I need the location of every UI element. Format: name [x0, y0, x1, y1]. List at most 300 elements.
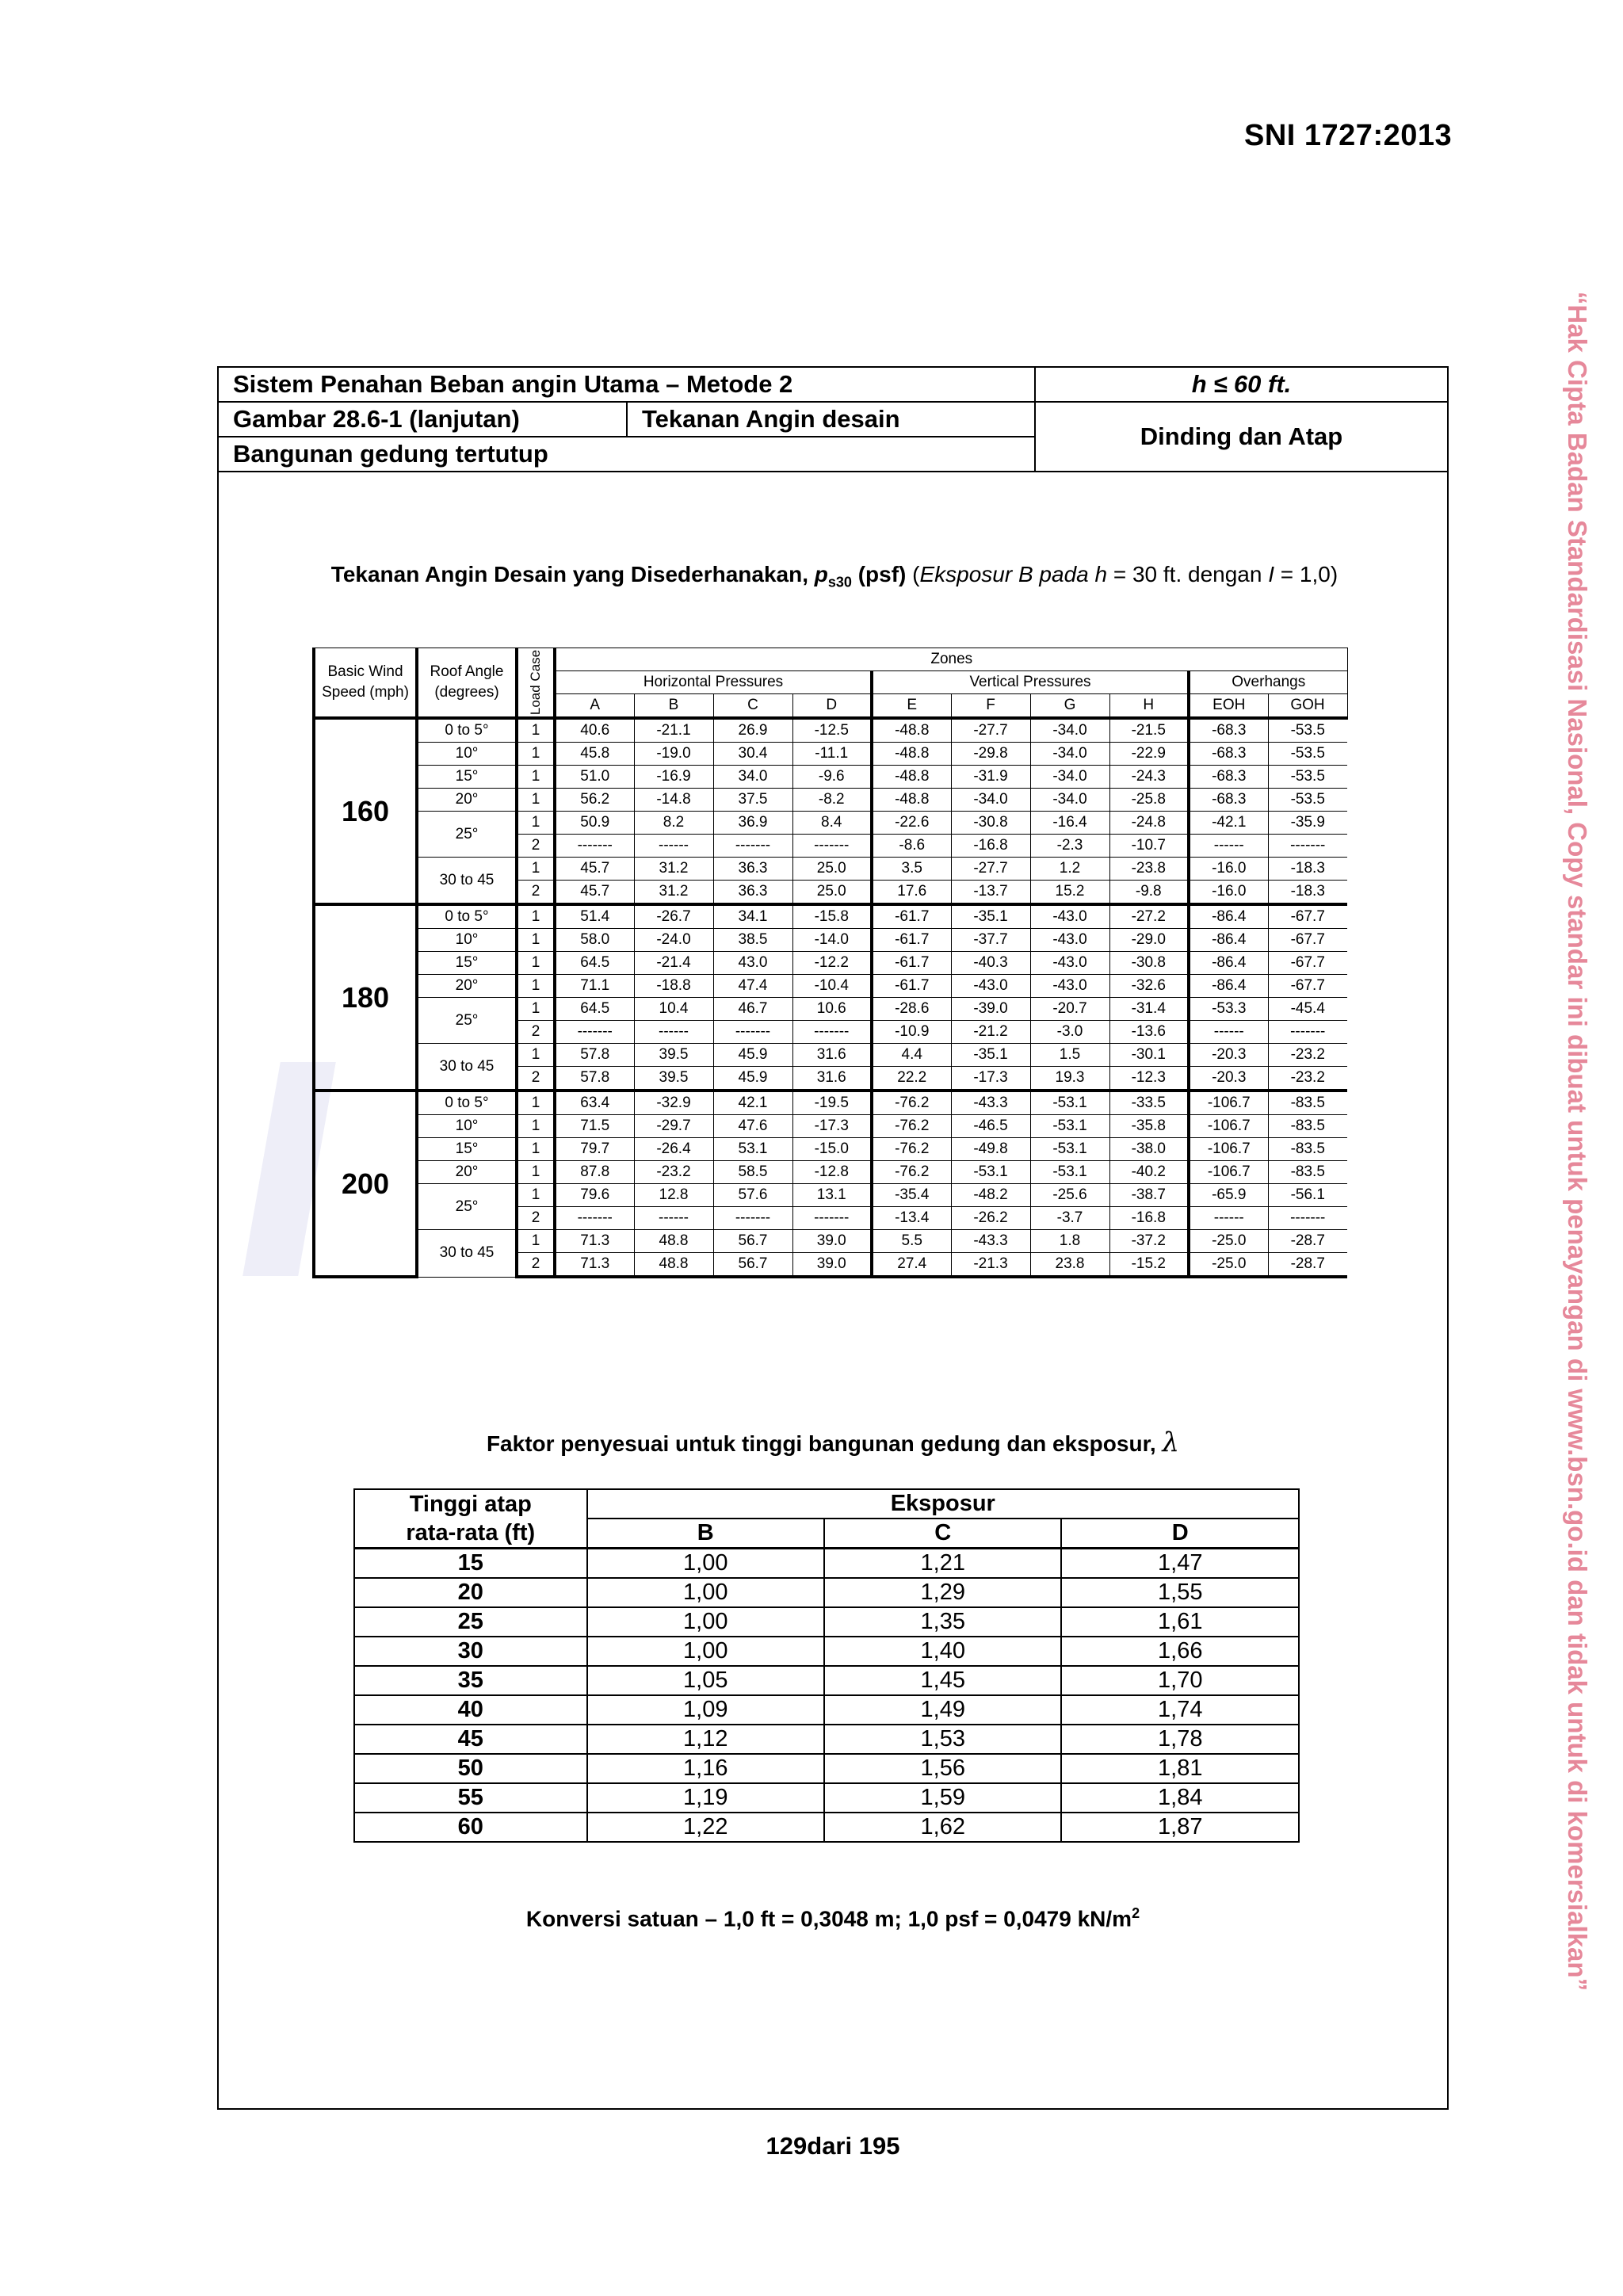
pressure-cell: -65.9	[1189, 1184, 1268, 1207]
pressure-cell: 30.4	[713, 743, 792, 766]
pressure-cell: -17.3	[792, 1115, 872, 1138]
zone-col-goh: GOH	[1268, 694, 1347, 719]
pressure-cell: -26.2	[951, 1207, 1030, 1230]
pressure-cell: -43.0	[1030, 975, 1109, 998]
roof-angle: 10°	[417, 743, 517, 766]
factor-cell: 1,74	[1061, 1695, 1299, 1725]
roof-height-cell: 55	[354, 1783, 587, 1813]
pressure-cell: -------	[713, 835, 792, 858]
pressure-cell: -27.7	[951, 858, 1030, 881]
figure-number: Gambar 28.6-1 (lanjutan)	[219, 402, 627, 437]
pressure-cell: -40.3	[951, 952, 1030, 975]
conversion-text: Konversi satuan – 1,0 ft = 0,3048 m; 1,0 psf = 0,0479 kN/m	[525, 1906, 1132, 1931]
zone-col-eoh: EOH	[1189, 694, 1268, 719]
pressure-cell: -48.8	[872, 789, 951, 812]
pressure-cell: -13.6	[1109, 1021, 1189, 1044]
pressure-cell: -35.9	[1268, 812, 1347, 835]
roof-angle: 10°	[417, 1115, 517, 1138]
pressure-cell: -37.2	[1109, 1230, 1189, 1253]
pressure-cell: -18.8	[634, 975, 713, 998]
load-case-cell: 2	[517, 881, 555, 905]
pressure-cell: -22.6	[872, 812, 951, 835]
pressure-cell: 57.8	[555, 1044, 634, 1067]
pressure-cell: 43.0	[713, 952, 792, 975]
pressure-cell: 34.0	[713, 766, 792, 789]
pressure-cell: -9.8	[1109, 881, 1189, 905]
factor-row	[354, 1695, 1299, 1725]
zone-col-d: D	[792, 694, 872, 719]
load-case-cell: 2	[517, 1021, 555, 1044]
pressure-cell: -15.2	[1109, 1253, 1189, 1278]
pressure-cell: -43.0	[1030, 904, 1109, 929]
factor-cell: 1,61	[1061, 1607, 1299, 1637]
pressure-cell: -49.8	[951, 1138, 1030, 1161]
pressure-cell: 3.5	[872, 858, 951, 881]
pressure-cell: -14.8	[634, 789, 713, 812]
pressure-cell: -------	[555, 1021, 634, 1044]
pressure-cell: -29.7	[634, 1115, 713, 1138]
roof-angle: 30 to 45	[417, 858, 517, 905]
vertical-pressures-header: Vertical Pressures	[872, 671, 1189, 694]
pressure-cell: -53.1	[1030, 1161, 1109, 1184]
pressure-cell: 71.1	[555, 975, 634, 998]
pressure-cell: -16.0	[1189, 881, 1268, 905]
pressure-cell: -------	[792, 1021, 872, 1044]
pressure-cell: -17.3	[951, 1067, 1030, 1091]
pressure-cell: 47.4	[713, 975, 792, 998]
pressure-cell: -67.7	[1268, 952, 1347, 975]
roof-angle: 20°	[417, 975, 517, 998]
adjustment-factor-table	[353, 1488, 1300, 1843]
pressure-cell: ------	[634, 1207, 713, 1230]
roof-height-cell: 50	[354, 1754, 587, 1783]
conversion-sup: 2	[1132, 1905, 1140, 1921]
pressure-cell: -67.7	[1268, 929, 1347, 952]
exposure-col-d: D	[1061, 1519, 1299, 1549]
pressure-row	[314, 718, 1347, 743]
factor-cell: 1,59	[824, 1783, 1061, 1813]
pressure-cell: 38.5	[713, 929, 792, 952]
roof-height-cell: 60	[354, 1813, 587, 1842]
factor-row	[354, 1813, 1299, 1842]
roof-angle: 0 to 5°	[417, 904, 517, 929]
pressure-cell: 4.4	[872, 1044, 951, 1067]
pressure-cell: -23.2	[1268, 1044, 1347, 1067]
zone-col-e: E	[872, 694, 951, 719]
factor-cell: 1,40	[824, 1637, 1061, 1666]
pressure-cell: 71.3	[555, 1230, 634, 1253]
load-case-cell: 1	[517, 789, 555, 812]
pressure-cell: -40.2	[1109, 1161, 1189, 1184]
exposure-col-b: B	[587, 1519, 824, 1549]
pressure-cell: -3.0	[1030, 1021, 1109, 1044]
pressure-cell: 46.7	[713, 998, 792, 1021]
factor-cell: 1,00	[587, 1549, 824, 1579]
pressure-cell: 56.2	[555, 789, 634, 812]
pressure-cell: 5.5	[872, 1230, 951, 1253]
roof-height-cell: 45	[354, 1725, 587, 1754]
pressure-cell: -28.6	[872, 998, 951, 1021]
load-case-cell: 1	[517, 812, 555, 835]
pressure-cell: -27.2	[1109, 904, 1189, 929]
factor-cell: 1,22	[587, 1813, 824, 1842]
roof-angle: 15°	[417, 952, 517, 975]
height-limit: h ≤ 60 ft.	[1035, 368, 1447, 402]
pressure-cell: 56.7	[713, 1230, 792, 1253]
load-case-cell: 1	[517, 1230, 555, 1253]
factor-cell: 1,56	[824, 1754, 1061, 1783]
factor-row	[354, 1578, 1299, 1607]
pressure-row	[314, 743, 1347, 766]
pressure-cell: -25.0	[1189, 1253, 1268, 1278]
design-wind-pressure-table	[312, 648, 1348, 1278]
pressure-cell: -26.4	[634, 1138, 713, 1161]
factor-cell: 1,62	[824, 1813, 1061, 1842]
pressure-cell: -53.5	[1268, 743, 1347, 766]
pressure-cell: 45.7	[555, 881, 634, 905]
watermark-text: “Hak Cipta Badan Standardisasi Nasional, Copy standar ini dibuat untuk penayangan di www.bsn.go.id dan tidak untuk di komersialkan”	[1563, 291, 1592, 1992]
zone-col-a: A	[555, 694, 634, 719]
load-case-cell: 1	[517, 929, 555, 952]
pressure-cell: -61.7	[872, 929, 951, 952]
factor-cell: 1,47	[1061, 1549, 1299, 1579]
pressure-cell: 26.9	[713, 718, 792, 743]
pressure-cell: 31.6	[792, 1067, 872, 1091]
pressure-cell: -19.0	[634, 743, 713, 766]
pressure-cell: -------	[713, 1021, 792, 1044]
exposure-col-c: C	[824, 1519, 1061, 1549]
factor-cell: 1,49	[824, 1695, 1061, 1725]
pressure-cell: -------	[555, 835, 634, 858]
roof-height-cell: 20	[354, 1578, 587, 1607]
load-case-cell: 1	[517, 904, 555, 929]
pressure-cell: -83.5	[1268, 1161, 1347, 1184]
pressure-cell: -21.3	[951, 1253, 1030, 1278]
pressure-cell: ------	[1189, 1021, 1268, 1044]
pressure-cell: -53.1	[1030, 1091, 1109, 1115]
pressure-cell: -27.7	[951, 718, 1030, 743]
pressure-cell: -20.7	[1030, 998, 1109, 1021]
pressure-cell: -35.8	[1109, 1115, 1189, 1138]
pressure-cell: 57.6	[713, 1184, 792, 1207]
zone-col-b: B	[634, 694, 713, 719]
factor-cell: 1,70	[1061, 1666, 1299, 1695]
roof-angle: 25°	[417, 1184, 517, 1230]
factor-row	[354, 1783, 1299, 1813]
pressure-cell: -43.0	[1030, 952, 1109, 975]
pressure-cell: -35.4	[872, 1184, 951, 1207]
figure-header-table	[219, 368, 1447, 472]
pressure-cell: 48.8	[634, 1230, 713, 1253]
pressure-cell: 25.0	[792, 858, 872, 881]
horizontal-pressures-header: Horizontal Pressures	[555, 671, 872, 694]
pressure-row	[314, 975, 1347, 998]
roof-angle: 20°	[417, 789, 517, 812]
pressure-cell: 39.5	[634, 1067, 713, 1091]
pressure-cell: 45.9	[713, 1044, 792, 1067]
pressure-cell: -21.2	[951, 1021, 1030, 1044]
pressure-cell: -------	[555, 1207, 634, 1230]
pressure-cell: -28.7	[1268, 1253, 1347, 1278]
pressure-cell: -34.0	[1030, 718, 1109, 743]
pressure-cell: 31.2	[634, 858, 713, 881]
pressure-cell: -16.4	[1030, 812, 1109, 835]
pressure-cell: -21.4	[634, 952, 713, 975]
factor-cell: 1,55	[1061, 1578, 1299, 1607]
factor-cell: 1,87	[1061, 1813, 1299, 1842]
pressure-row	[314, 812, 1347, 835]
pressure-cell: -25.6	[1030, 1184, 1109, 1207]
pressure-cell: -68.3	[1189, 789, 1268, 812]
load-case-cell: 2	[517, 835, 555, 858]
factor-cell: 1,45	[824, 1666, 1061, 1695]
pressure-row	[314, 929, 1347, 952]
pressure-cell: -28.7	[1268, 1230, 1347, 1253]
caption-unit: (psf)	[851, 562, 907, 586]
page-number: 129dari 195	[766, 2132, 900, 2160]
pressure-cell: -11.1	[792, 743, 872, 766]
pressure-cell: 58.5	[713, 1161, 792, 1184]
pressure-cell: -------	[792, 1207, 872, 1230]
pressure-cell: -33.5	[1109, 1091, 1189, 1115]
pressure-cell: 13.1	[792, 1184, 872, 1207]
pressure-cell: 8.2	[634, 812, 713, 835]
pressure-cell: 36.3	[713, 858, 792, 881]
pressure-row	[314, 1184, 1347, 1207]
pressure-cell: -43.0	[1030, 929, 1109, 952]
pressure-cell: 79.7	[555, 1138, 634, 1161]
pressure-cell: -9.6	[792, 766, 872, 789]
pressure-cell: -23.2	[1268, 1067, 1347, 1091]
roof-height-cell: 40	[354, 1695, 587, 1725]
wind-speed-180: 180	[314, 904, 417, 1091]
load-case-cell: 2	[517, 1253, 555, 1278]
factor-cell: 1,66	[1061, 1637, 1299, 1666]
pressure-cell: -------	[713, 1207, 792, 1230]
caption-note-open: (	[906, 562, 920, 586]
load-case-cell: 2	[517, 1067, 555, 1091]
pressure-row	[314, 766, 1347, 789]
load-case-cell: 1	[517, 1115, 555, 1138]
pressure-cell: 23.8	[1030, 1253, 1109, 1278]
factor-cell: 1,78	[1061, 1725, 1299, 1754]
pressure-cell: -20.3	[1189, 1067, 1268, 1091]
col-wind-speed: Basic Wind Speed (mph)	[314, 648, 417, 719]
roof-angle: 15°	[417, 1138, 517, 1161]
pressure-cell: -13.4	[872, 1207, 951, 1230]
pressure-cell: 40.6	[555, 718, 634, 743]
pressure-cell: 47.6	[713, 1115, 792, 1138]
pressure-cell: 37.5	[713, 789, 792, 812]
pressure-cell: -48.8	[872, 718, 951, 743]
pressure-cell: -22.9	[1109, 743, 1189, 766]
roof-height-cell: 15	[354, 1549, 587, 1579]
pressure-row	[314, 789, 1347, 812]
wind-speed-160: 160	[314, 718, 417, 904]
pressure-cell: 39.5	[634, 1044, 713, 1067]
factor-cell: 1,81	[1061, 1754, 1299, 1783]
pressure-cell: -29.0	[1109, 929, 1189, 952]
pressure-cell: 64.5	[555, 952, 634, 975]
col-roof-angle: Roof Angle (degrees)	[417, 648, 517, 719]
pressure-cell: -43.3	[951, 1091, 1030, 1115]
pressure-cell: 63.4	[555, 1091, 634, 1115]
pressure-cell: -31.9	[951, 766, 1030, 789]
roof-height-cell: 25	[354, 1607, 587, 1637]
col-load-case	[517, 648, 555, 719]
pressure-cell: -43.0	[951, 975, 1030, 998]
pressure-row	[314, 1091, 1347, 1115]
pressure-cell: -12.2	[792, 952, 872, 975]
pressure-cell: -12.5	[792, 718, 872, 743]
pressure-cell: -------	[1268, 835, 1347, 858]
pressure-cell: -35.1	[951, 1044, 1030, 1067]
pressure-cell: 25.0	[792, 881, 872, 905]
caption-note-i: I	[1268, 562, 1275, 586]
pressure-cell: -------	[1268, 1207, 1347, 1230]
pressure-cell: ------	[634, 835, 713, 858]
pressure-cell: 45.7	[555, 858, 634, 881]
pressure-cell: 45.8	[555, 743, 634, 766]
pressure-cell: -20.3	[1189, 1044, 1268, 1067]
pressure-cell: ------	[1189, 1207, 1268, 1230]
zone-col-f: F	[951, 694, 1030, 719]
load-case-cell: 2	[517, 1207, 555, 1230]
pressure-cell: -39.0	[951, 998, 1030, 1021]
pressure-cell: 87.8	[555, 1161, 634, 1184]
pressure-cell: 50.9	[555, 812, 634, 835]
pressure-cell: 10.4	[634, 998, 713, 1021]
load-case-cell: 1	[517, 1138, 555, 1161]
pressure-cell: -86.4	[1189, 929, 1268, 952]
pressure-cell: -21.5	[1109, 718, 1189, 743]
roof-angle: 30 to 45	[417, 1044, 517, 1091]
pressure-cell: -68.3	[1189, 743, 1268, 766]
pressure-cell: -53.1	[1030, 1115, 1109, 1138]
pressure-cell: 51.4	[555, 904, 634, 929]
pressure-cell: -106.7	[1189, 1138, 1268, 1161]
pressure-cell: -37.7	[951, 929, 1030, 952]
pressure-cell: -30.1	[1109, 1044, 1189, 1067]
pressure-cell: 1.2	[1030, 858, 1109, 881]
pressure-cell: -18.3	[1268, 881, 1347, 905]
pressure-cell: -83.5	[1268, 1091, 1347, 1115]
pressure-cell: 39.0	[792, 1253, 872, 1278]
pressure-cell: -86.4	[1189, 975, 1268, 998]
load-case-cell: 1	[517, 1091, 555, 1115]
pressure-cell: -53.3	[1189, 998, 1268, 1021]
adjustment-factor-text: Faktor penyesuai untuk tinggi bangunan gedung dan eksposur,	[486, 1431, 1156, 1456]
pressure-cell: -13.7	[951, 881, 1030, 905]
pressure-cell: -106.7	[1189, 1161, 1268, 1184]
roof-angle: 25°	[417, 812, 517, 858]
pressure-cell: -29.8	[951, 743, 1030, 766]
factor-cell: 1,00	[587, 1578, 824, 1607]
pressure-cell: 45.9	[713, 1067, 792, 1091]
pressure-cell: -76.2	[872, 1138, 951, 1161]
roof-height-cell: 35	[354, 1666, 587, 1695]
load-case-cell: 1	[517, 1184, 555, 1207]
scope-label: Dinding dan Atap	[1035, 402, 1447, 472]
pressure-cell: -42.1	[1189, 812, 1268, 835]
pressure-cell: -76.2	[872, 1091, 951, 1115]
pressure-cell: -46.5	[951, 1115, 1030, 1138]
pressure-cell: -31.4	[1109, 998, 1189, 1021]
pressure-cell: 15.2	[1030, 881, 1109, 905]
pressure-cell: -3.7	[1030, 1207, 1109, 1230]
pressure-cell: 71.3	[555, 1253, 634, 1278]
adjustment-factor-title	[217, 1427, 1449, 1458]
caption-note-rest: = 30 ft. dengan	[1107, 562, 1269, 586]
roof-angle: 15°	[417, 766, 517, 789]
pressure-cell: -106.7	[1189, 1091, 1268, 1115]
pressure-cell: -68.3	[1189, 718, 1268, 743]
factor-row	[354, 1754, 1299, 1783]
pressure-cell: 71.5	[555, 1115, 634, 1138]
pressure-cell: -23.8	[1109, 858, 1189, 881]
pressure-cell: -48.8	[872, 743, 951, 766]
pressure-cell: -35.1	[951, 904, 1030, 929]
pressure-cell: -16.8	[951, 835, 1030, 858]
caption-note-italic: Eksposur B pada h	[919, 562, 1108, 586]
roof-angle: 25°	[417, 998, 517, 1044]
pressure-cell: -53.1	[1030, 1138, 1109, 1161]
pressure-cell: 31.6	[792, 1044, 872, 1067]
zone-col-c: C	[713, 694, 792, 719]
pressure-cell: -30.8	[951, 812, 1030, 835]
pressure-row	[314, 1115, 1347, 1138]
pressure-cell: -53.5	[1268, 789, 1347, 812]
load-case-label: Load Case	[528, 649, 543, 716]
pressure-cell: -67.7	[1268, 975, 1347, 998]
pressure-cell: -53.5	[1268, 766, 1347, 789]
roof-height-cell: 30	[354, 1637, 587, 1666]
unit-conversion-note	[217, 1905, 1449, 1931]
factor-cell: 1,05	[587, 1666, 824, 1695]
pressure-row	[314, 904, 1347, 929]
pressure-cell: 1.8	[1030, 1230, 1109, 1253]
pressure-cell: 42.1	[713, 1091, 792, 1115]
pressure-cell: -24.3	[1109, 766, 1189, 789]
factor-cell: 1,16	[587, 1754, 824, 1783]
pressure-cell: -67.7	[1268, 904, 1347, 929]
pressure-cell: -61.7	[872, 904, 951, 929]
load-case-cell: 1	[517, 718, 555, 743]
factor-row	[354, 1725, 1299, 1754]
pressure-cell: -2.3	[1030, 835, 1109, 858]
pressure-cell: 34.1	[713, 904, 792, 929]
pressure-cell: -12.8	[792, 1161, 872, 1184]
col-height-header-2: rata-rata (ft)	[354, 1519, 587, 1549]
pressure-row	[314, 1161, 1347, 1184]
pressure-cell: -10.4	[792, 975, 872, 998]
pressure-cell: -45.4	[1268, 998, 1347, 1021]
caption-bold: Tekanan Angin Desain yang Disederhanakan,	[330, 562, 815, 586]
pressure-cell: ------	[634, 1021, 713, 1044]
factor-cell: 1,19	[587, 1783, 824, 1813]
pressure-cell: -10.7	[1109, 835, 1189, 858]
pressure-row	[314, 858, 1347, 881]
building-type: Bangunan gedung tertutup	[219, 437, 1035, 472]
factor-cell: 1,12	[587, 1725, 824, 1754]
wind-speed-200: 200	[314, 1091, 417, 1277]
pressure-cell: -30.8	[1109, 952, 1189, 975]
pressure-cell: -56.1	[1268, 1184, 1347, 1207]
pressure-row	[314, 1230, 1347, 1253]
pressure-cell: -25.8	[1109, 789, 1189, 812]
factor-cell: 1,29	[824, 1578, 1061, 1607]
pressure-row	[314, 998, 1347, 1021]
